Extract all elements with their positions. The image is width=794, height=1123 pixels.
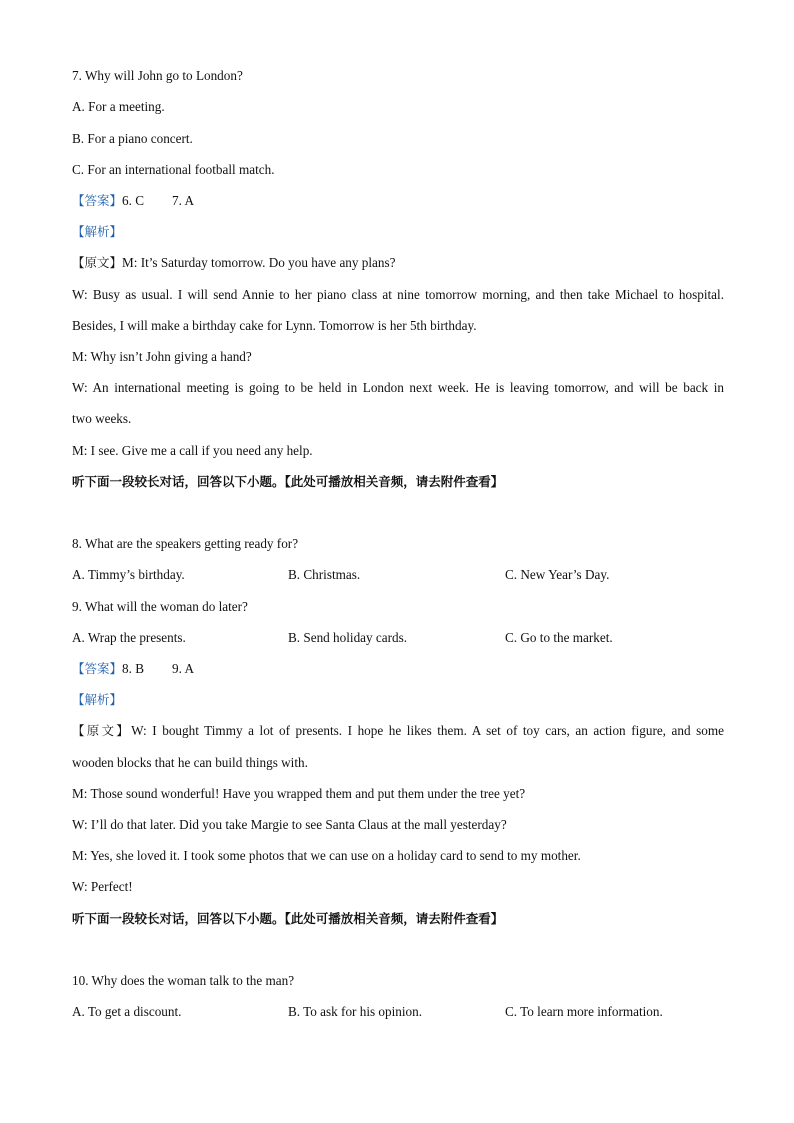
answer-8: 8. B [122,661,144,676]
question-8: 8. What are the speakers getting ready for? [72,536,299,551]
question-7-option-a: A. For a meeting. [72,99,165,114]
transcript-2-line-2: wooden blocks that he can build things with. [72,755,308,770]
question-10-option-c: C. To learn more information. [505,1004,663,1019]
analysis-label-1: 【解析】 [72,224,123,239]
transcript-2-line-6: W: Perfect! [72,879,133,894]
question-10-option-a: A. To get a discount. [72,1004,182,1019]
answer-row-8-9 [72,661,194,677]
analysis-label-2: 【解析】 [72,692,123,707]
question-7: 7. Why will John go to London? [72,68,243,83]
question-9-option-a: A. Wrap the presents. [72,630,186,645]
transcript-1-line-6: two weeks. [72,411,132,426]
question-8-option-a: A. Timmy’s birthday. [72,567,185,582]
transcript-1-line-3: Besides, I will make a birthday cake for Lynn. Tomorrow is her 5th birthday. [72,318,477,333]
question-9-options [72,630,724,646]
transcript-2-line-5: M: Yes, she loved it. I took some photos that we can use on a holiday card to send to my mother. [72,848,581,863]
question-10: 10. Why does the woman talk to the man? [72,973,295,988]
original-label: 【原文】 [72,255,123,270]
transcript-1-line-5: W: An international meeting is going to be held in London next week. He is leaving tomorrow, and will be back in [72,380,724,395]
question-7-option-b: B. For a piano concert. [72,131,193,146]
question-9: 9. What will the woman do later? [72,599,248,614]
answer-6: 6. C [122,193,144,208]
question-8-options [72,567,724,583]
answer-label: 【答案】 [72,193,123,208]
listening-instruction-1: 听下面一段较长对话，回答以下小题。【此处可播放相关音频，请去附件查看】 [72,474,504,489]
transcript-1-line-4: M: Why isn’t John giving a hand? [72,349,252,364]
transcript-2-line-1: 【原文】W: I bought Timmy a lot of presents. I hope he likes them. A set of toy cars, an action figure, and some [72,723,724,738]
question-8-option-c: C. New Year’s Day. [505,567,610,582]
question-9-option-b: B. Send holiday cards. [288,630,408,645]
question-10-options [72,1004,724,1020]
transcript-1-line-1: 【原文】M: It’s Saturday tomorrow. Do you have any plans? [72,255,396,270]
transcript-2-line-4: W: I’ll do that later. Did you take Margie to see Santa Claus at the mall yesterday? [72,817,507,832]
question-10-option-b: B. To ask for his opinion. [288,1004,423,1019]
transcript-2-line-3: M: Those sound wonderful! Have you wrapped them and put them under the tree yet? [72,786,526,801]
original-label: 【原文】 [72,723,132,738]
answer-9: 9. A [172,661,194,676]
answer-7: 7. A [172,193,194,208]
transcript-1-line-7: M: I see. Give me a call if you need any help. [72,443,313,458]
question-8-option-b: B. Christmas. [288,567,361,582]
question-9-option-c: C. Go to the market. [505,630,613,645]
transcript-1-line-2: W: Busy as usual. I will send Annie to her piano class at nine tomorrow morning, and then take Michael to hospital. [72,287,724,302]
listening-instruction-2: 听下面一段较长对话，回答以下小题。【此处可播放相关音频，请去附件查看】 [72,911,504,926]
answer-label: 【答案】 [72,661,123,676]
answer-row-6-7 [72,193,194,209]
question-7-option-c: C. For an international football match. [72,162,275,177]
